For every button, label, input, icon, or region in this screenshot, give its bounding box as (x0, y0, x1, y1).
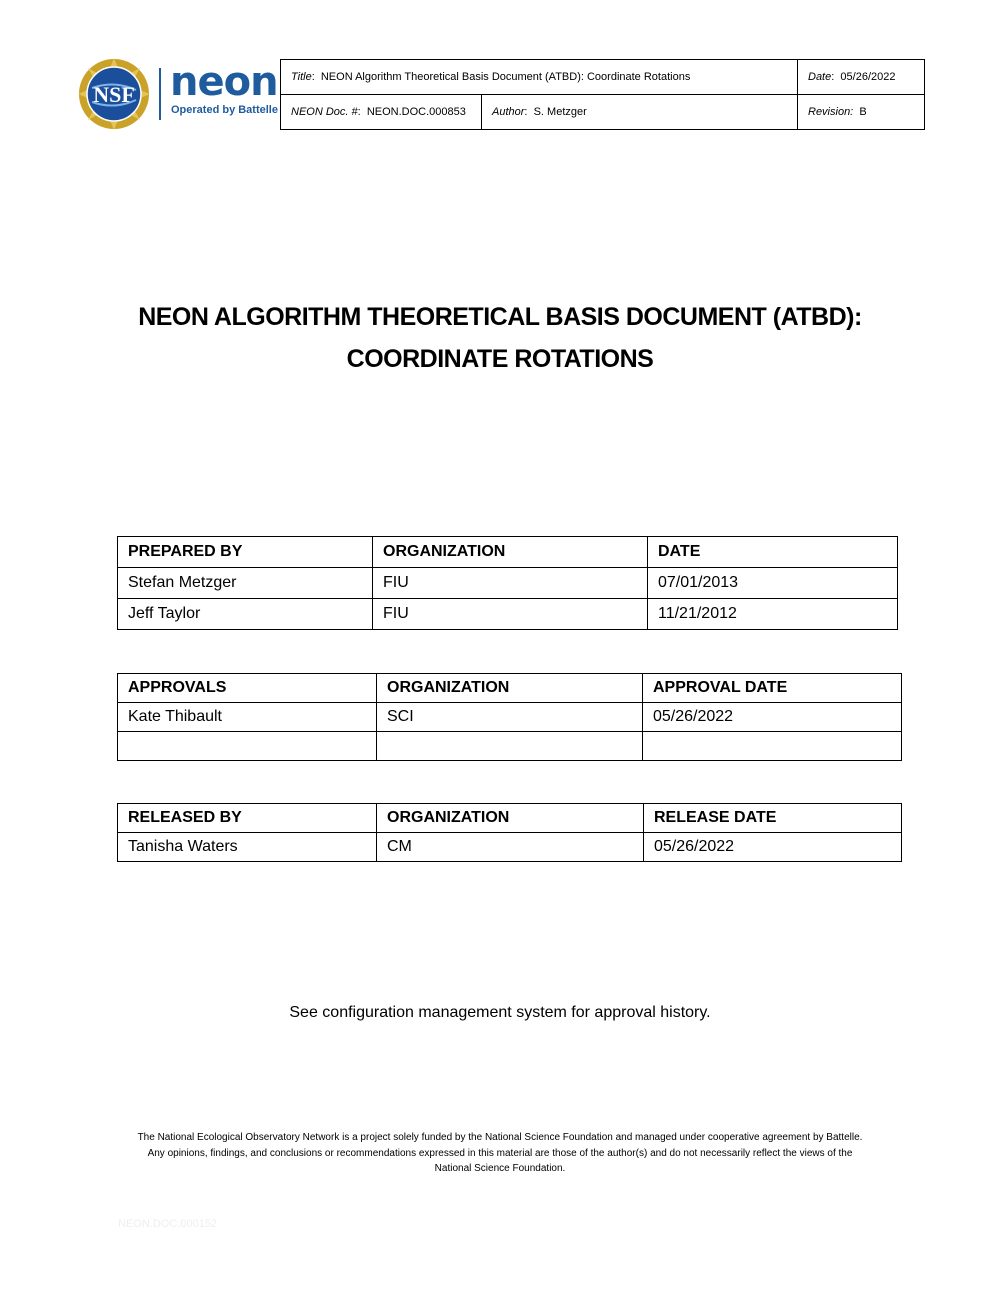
table-row (118, 599, 898, 630)
table-cell: 05/26/2022 (644, 833, 902, 862)
header-author-value: S. Metzger (533, 106, 587, 118)
document-title-line1: NEON ALGORITHM THEORETICAL BASIS DOCUMENT (ATBD): (138, 303, 862, 331)
header-revision-cell (798, 95, 925, 130)
table-header-row (118, 804, 902, 833)
table-cell: Tanisha Waters (118, 833, 377, 862)
header-title-label: Title (291, 71, 312, 83)
table-cell: Kate Thibault (118, 703, 377, 732)
table-cell (377, 732, 643, 761)
footer-line: National Science Foundation. (434, 1163, 566, 1174)
column-header: DATE (648, 537, 898, 568)
table-cell: Jeff Taylor (118, 599, 373, 630)
nsf-seal-text: NSF (93, 82, 135, 107)
table-row (118, 732, 902, 761)
header-doc-label: NEON Doc. # (291, 106, 358, 118)
header-date-label: Date (808, 71, 832, 83)
footer-line: Any opinions, findings, and conclusions or recommendations expressed in this material are those of the author(s) and do not necessarily reflect the views of the (147, 1147, 853, 1159)
column-header: ORGANIZATION (377, 674, 643, 703)
table-cell: 11/21/2012 (648, 599, 898, 630)
column-header: APPROVAL DATE (643, 674, 902, 703)
table-cell: FIU (373, 599, 648, 630)
table-row (118, 568, 898, 599)
header-date-value: 05/26/2022 (840, 71, 896, 83)
table-cell (643, 732, 902, 761)
approvals-table (117, 673, 902, 761)
column-header: RELEASE DATE (644, 804, 902, 833)
footer-disclaimer (110, 1130, 890, 1177)
footer-line: The National Ecological Observatory Network is a project solely funded by the National Science Foundation and managed under cooperative agreement by Battelle. (137, 1132, 863, 1143)
header-logos (78, 58, 278, 130)
table-header-row (118, 674, 902, 703)
header-revision-value: B (859, 106, 867, 118)
column-header: RELEASED BY (118, 804, 377, 833)
column-header: ORGANIZATION (373, 537, 648, 568)
table-row (118, 833, 902, 862)
header-doc-cell: NEON Doc. #: NEON.DOC.000853 (281, 95, 482, 130)
header-info-table (280, 59, 925, 130)
column-header: PREPARED BY (118, 537, 373, 568)
table-cell: Stefan Metzger (118, 568, 373, 599)
header-author-label: Author (492, 106, 525, 118)
table-header-row (118, 537, 898, 568)
table-cell: 05/26/2022 (643, 703, 902, 732)
logo-divider (159, 68, 161, 120)
table-cell: CM (377, 833, 644, 862)
column-header: ORGANIZATION (377, 804, 644, 833)
column-header: APPROVALS (118, 674, 377, 703)
header-title-value: NEON Algorithm Theoretical Basis Document (ATBD): Coordinate Rotations (320, 71, 691, 83)
neon-logo-text: neon (170, 59, 278, 105)
prepared-by-table (117, 536, 898, 630)
header-author-cell: Author: S. Metzger (482, 95, 798, 130)
table-row (118, 703, 902, 732)
document-title (100, 296, 900, 380)
header-date-cell: Date: 05/26/2022 (798, 60, 925, 95)
nsf-seal-icon (78, 58, 150, 130)
doc-watermark: NEON.DOC.000152 (118, 1218, 218, 1230)
header-revision-label: Revision: (808, 106, 854, 118)
neon-logo-subtitle: Operated by Battelle (171, 104, 278, 116)
table-cell: 07/01/2013 (648, 568, 898, 599)
document-title-line2: COORDINATE ROTATIONS (346, 345, 654, 373)
header-title-cell: Title: NEON Algorithm Theoretical Basis Document (ATBD): Coordinate Rotations (281, 60, 798, 95)
header-doc-value: NEON.DOC.000853 (366, 106, 466, 118)
table-cell (118, 732, 377, 761)
released-by-table (117, 803, 902, 862)
table-cell: SCI (377, 703, 643, 732)
table-cell: FIU (373, 568, 648, 599)
configuration-note: See configuration management system for approval history. (289, 1004, 711, 1021)
